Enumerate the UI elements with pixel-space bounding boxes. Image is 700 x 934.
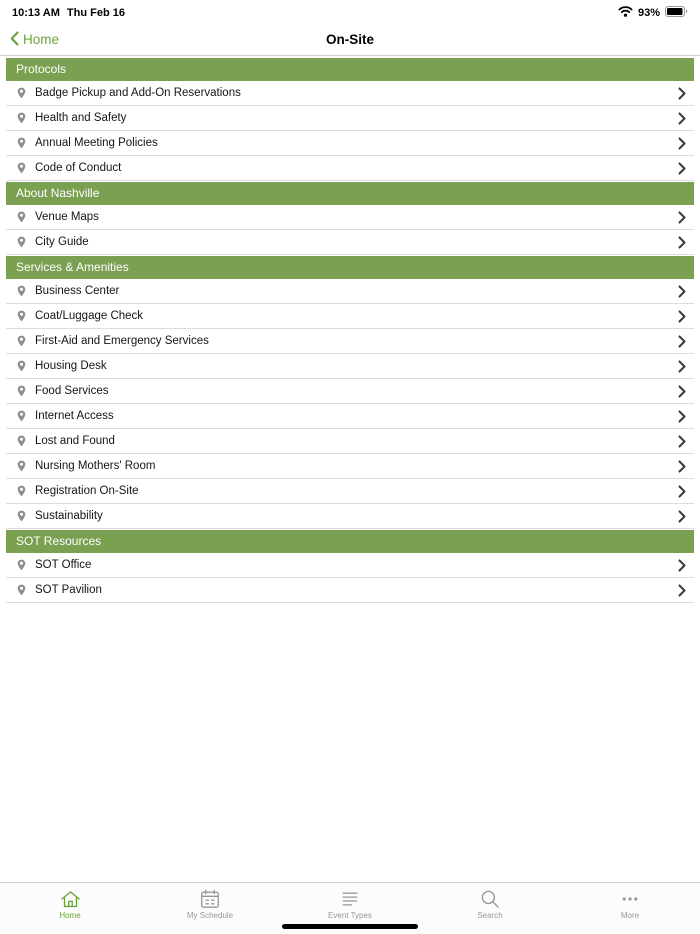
back-button-label: Home <box>23 32 60 47</box>
pin-icon <box>17 310 26 322</box>
list-item-label: First-Aid and Emergency Services <box>35 335 209 347</box>
calendar-icon <box>200 888 220 909</box>
tab-label: Search <box>477 911 503 920</box>
chevron-right-icon <box>678 360 686 373</box>
section-header: SOT Resources <box>6 530 694 553</box>
tab-search[interactable] <box>420 888 560 920</box>
list-item[interactable] <box>6 230 694 255</box>
list-item-label: Internet Access <box>35 410 114 422</box>
status-right <box>618 6 688 20</box>
list-item-label: SOT Pavilion <box>35 584 102 596</box>
list-item-label: Code of Conduct <box>35 162 122 174</box>
list-item-label: Registration On-Site <box>35 485 139 497</box>
chevron-right-icon <box>678 162 686 175</box>
list-item[interactable] <box>6 429 694 454</box>
battery-percent: 93% <box>637 7 660 19</box>
home-indicator[interactable] <box>282 924 418 929</box>
pin-icon <box>17 335 26 347</box>
tab-event-types[interactable] <box>280 888 420 920</box>
list-item-label: Nursing Mothers' Room <box>35 460 156 472</box>
back-button[interactable] <box>10 31 59 49</box>
list-item-label: Coat/Luggage Check <box>35 310 144 322</box>
status-time: 10:13 AM <box>12 7 60 19</box>
chevron-right-icon <box>678 112 686 125</box>
chevron-left-icon <box>10 31 19 49</box>
battery-icon <box>665 6 688 20</box>
pin-icon <box>17 360 26 372</box>
chevron-right-icon <box>678 137 686 150</box>
list-item-label: Lost and Found <box>35 435 115 447</box>
chevron-right-icon <box>678 211 686 224</box>
list-item[interactable] <box>6 504 694 529</box>
section-header: Services & Amenities <box>6 256 694 279</box>
list-item[interactable] <box>6 81 694 106</box>
pin-icon <box>17 460 26 472</box>
list-item[interactable] <box>6 553 694 578</box>
list-item[interactable] <box>6 329 694 354</box>
pin-icon <box>17 285 26 297</box>
list-item[interactable] <box>6 106 694 131</box>
list-item-label: Health and Safety <box>35 112 127 124</box>
tab-label: Home <box>59 911 81 920</box>
chevron-right-icon <box>678 236 686 249</box>
list-item-label: City Guide <box>35 236 89 248</box>
list-item-label: Housing Desk <box>35 360 107 372</box>
pin-icon <box>17 87 26 99</box>
list-item[interactable] <box>6 404 694 429</box>
chevron-right-icon <box>678 385 686 398</box>
status-left <box>12 7 125 19</box>
list-item[interactable] <box>6 131 694 156</box>
status-bar <box>0 0 700 24</box>
list-item-label: Sustainability <box>35 510 103 522</box>
tab-label: More <box>620 911 640 920</box>
chevron-right-icon <box>678 584 686 597</box>
list-item[interactable] <box>6 205 694 230</box>
status-date: Thu Feb 16 <box>66 7 125 19</box>
more-icon <box>620 888 640 909</box>
chevron-right-icon <box>678 335 686 348</box>
pin-icon <box>17 559 26 571</box>
list-item[interactable] <box>6 379 694 404</box>
list-item[interactable] <box>6 304 694 329</box>
chevron-right-icon <box>678 559 686 572</box>
chevron-right-icon <box>678 510 686 523</box>
list-item[interactable] <box>6 479 694 504</box>
section-header: Protocols <box>6 58 694 81</box>
chevron-right-icon <box>678 460 686 473</box>
chevron-right-icon <box>678 485 686 498</box>
chevron-right-icon <box>678 87 686 100</box>
pin-icon <box>17 410 26 422</box>
wifi-icon <box>618 6 633 20</box>
chevron-right-icon <box>678 410 686 423</box>
list-item[interactable] <box>6 578 694 603</box>
home-icon <box>60 888 81 909</box>
pin-icon <box>17 584 26 596</box>
pin-icon <box>17 211 26 223</box>
tab-home[interactable] <box>0 888 140 920</box>
list-item[interactable] <box>6 354 694 379</box>
nav-bar <box>0 24 700 56</box>
list-item-label: Annual Meeting Policies <box>35 137 158 149</box>
pin-icon <box>17 435 26 447</box>
tab-label: Event Types <box>328 911 372 920</box>
list-icon <box>340 888 360 909</box>
content-list <box>0 56 700 603</box>
list-item-label: Venue Maps <box>35 211 99 223</box>
chevron-right-icon <box>678 435 686 448</box>
list-item-label: Business Center <box>35 285 120 297</box>
list-item-label: SOT Office <box>35 559 92 571</box>
pin-icon <box>17 112 26 124</box>
list-item[interactable] <box>6 156 694 181</box>
section-header: About Nashville <box>6 182 694 205</box>
search-icon <box>480 888 500 909</box>
pin-icon <box>17 485 26 497</box>
list-item-label: Badge Pickup and Add-On Reservations <box>35 87 241 99</box>
pin-icon <box>17 385 26 397</box>
list-item[interactable] <box>6 454 694 479</box>
chevron-right-icon <box>678 310 686 323</box>
tab-more[interactable] <box>560 888 700 920</box>
tab-label: My Schedule <box>186 911 234 920</box>
pin-icon <box>17 137 26 149</box>
list-item[interactable] <box>6 279 694 304</box>
tab-my-schedule[interactable] <box>140 888 280 920</box>
list-item-label: Food Services <box>35 385 109 397</box>
page-title: On-Site <box>325 32 374 47</box>
pin-icon <box>17 162 26 174</box>
chevron-right-icon <box>678 285 686 298</box>
pin-icon <box>17 510 26 522</box>
pin-icon <box>17 236 26 248</box>
